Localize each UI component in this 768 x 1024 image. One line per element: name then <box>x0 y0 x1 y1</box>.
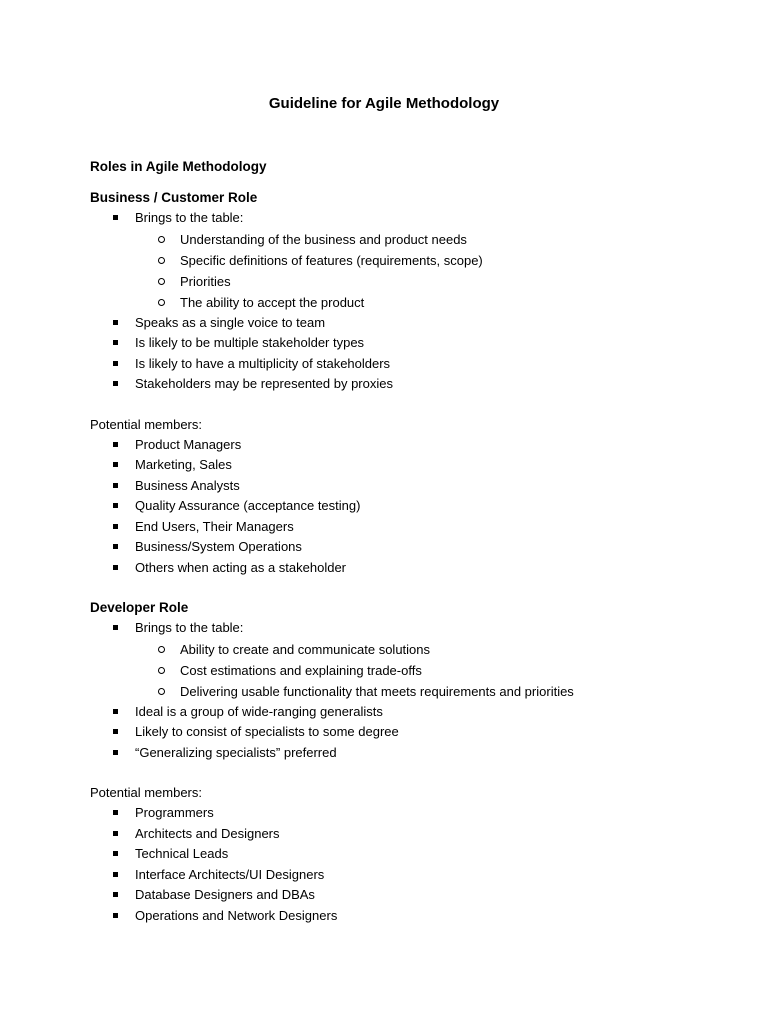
list-item <box>90 476 730 497</box>
square-bullet-icon <box>113 750 118 755</box>
list-item <box>90 208 730 313</box>
list-item <box>90 496 730 517</box>
square-bullet-icon <box>113 565 118 570</box>
developer-role-list <box>90 618 730 763</box>
list-item-text: Speaks as a single voice to team <box>135 314 326 330</box>
list-item-text: Ability to create and communicate solutions <box>180 641 431 657</box>
circle-bullet-icon <box>158 667 165 674</box>
square-bullet-icon <box>113 892 118 897</box>
list-item <box>90 824 730 845</box>
square-bullet-icon <box>113 462 118 467</box>
list-item-text: End Users, Their Managers <box>135 518 294 534</box>
list-item <box>90 702 730 723</box>
square-bullet-icon <box>113 361 118 366</box>
square-bullet-icon <box>113 709 118 714</box>
list-item <box>90 618 730 702</box>
square-bullet-icon <box>113 524 118 529</box>
developer-brings-list <box>135 639 730 702</box>
business-members-label: Potential members: <box>90 416 202 432</box>
list-item <box>90 803 730 824</box>
developer-members-label: Potential members: <box>90 785 202 800</box>
list-item-text: Database Designers and DBAs <box>135 887 315 902</box>
square-bullet-icon <box>113 544 118 549</box>
list-item-text: Understanding of the business and product needs <box>180 231 467 247</box>
list-item-text: The ability to accept the product <box>180 294 365 310</box>
list-item-text: Is likely to be multiple stakeholder types <box>135 335 365 350</box>
business-members-list <box>90 435 730 579</box>
list-item <box>135 271 730 292</box>
list-item <box>135 292 730 313</box>
document-title: Guideline for Agile Methodology <box>268 95 500 112</box>
circle-bullet-icon <box>158 257 165 264</box>
list-item-text: Technical Leads <box>135 846 229 861</box>
list-item-text: Quality Assurance (acceptance testing) <box>135 498 361 513</box>
square-bullet-icon <box>113 320 118 325</box>
developer-members-list <box>90 803 730 926</box>
list-item <box>90 435 730 456</box>
list-item <box>90 743 730 764</box>
square-bullet-icon <box>113 503 118 508</box>
document-body <box>90 157 730 926</box>
circle-bullet-icon <box>158 299 165 306</box>
list-item <box>90 558 730 579</box>
list-item-text: Cost estimations and explaining trade-offs <box>180 662 422 678</box>
list-item <box>135 660 730 681</box>
circle-bullet-icon <box>158 236 165 243</box>
list-item <box>90 885 730 906</box>
square-bullet-icon <box>113 483 118 488</box>
square-bullet-icon <box>113 340 118 345</box>
list-item-text: Priorities <box>180 273 231 289</box>
list-item <box>90 906 730 927</box>
list-item <box>90 374 730 395</box>
list-item <box>90 537 730 558</box>
list-item-text: Operations and Network Designers <box>135 907 338 923</box>
list-item <box>90 455 730 476</box>
business-role-list <box>90 208 730 395</box>
square-bullet-icon <box>113 381 118 386</box>
list-item-text: Programmers <box>135 805 214 820</box>
list-item <box>135 639 730 660</box>
list-item <box>135 229 730 250</box>
list-item-text: Architects and Designers <box>135 825 280 841</box>
business-brings-list <box>135 229 730 313</box>
square-bullet-icon <box>113 913 118 918</box>
list-item-text: Brings to the table: <box>135 210 244 225</box>
list-item-text: Product Managers <box>135 436 242 452</box>
list-item <box>90 722 730 743</box>
list-item-text: Delivering usable functionality that meets requirements and priorities <box>180 683 574 699</box>
square-bullet-icon <box>113 831 118 836</box>
list-item <box>90 844 730 865</box>
square-bullet-icon <box>113 729 118 734</box>
list-item-text: Is likely to have a multiplicity of stakeholders <box>135 355 391 371</box>
list-item <box>90 354 730 375</box>
circle-bullet-icon <box>158 278 165 285</box>
list-item-text: Marketing, Sales <box>135 457 232 472</box>
circle-bullet-icon <box>158 688 165 695</box>
list-item-text: Stakeholders may be represented by proxies <box>135 376 393 391</box>
square-bullet-icon <box>113 625 118 630</box>
list-item-text: Business Analysts <box>135 477 240 493</box>
list-item <box>90 333 730 354</box>
list-item-text: Others when acting as a stakeholder <box>135 559 347 575</box>
list-item-text: Ideal is a group of wide-ranging generalists <box>135 703 383 719</box>
square-bullet-icon <box>113 872 118 877</box>
section-title: Roles in Agile Methodology <box>90 159 267 174</box>
spacer <box>90 578 730 598</box>
spacer <box>90 763 730 783</box>
list-item <box>90 313 730 334</box>
list-item-text: Business/System Operations <box>135 539 302 554</box>
circle-bullet-icon <box>158 646 165 653</box>
list-item-text: “Generalizing specialists” preferred <box>135 744 337 760</box>
square-bullet-icon <box>113 442 118 447</box>
list-item <box>135 681 730 702</box>
square-bullet-icon <box>113 851 118 856</box>
list-item-text: Specific definitions of features (requirements, scope) <box>180 252 483 268</box>
list-item <box>90 517 730 538</box>
spacer <box>90 395 730 415</box>
business-role-heading: Business / Customer Role <box>90 190 258 205</box>
list-item-text: Interface Architects/UI Designers <box>135 866 325 882</box>
list-item-text: Brings to the table: <box>135 620 244 635</box>
list-item <box>90 865 730 886</box>
square-bullet-icon <box>113 215 118 220</box>
list-item-text: Likely to consist of specialists to some degree <box>135 724 399 739</box>
developer-role-heading: Developer Role <box>90 600 189 615</box>
square-bullet-icon <box>113 810 118 815</box>
list-item <box>135 250 730 271</box>
